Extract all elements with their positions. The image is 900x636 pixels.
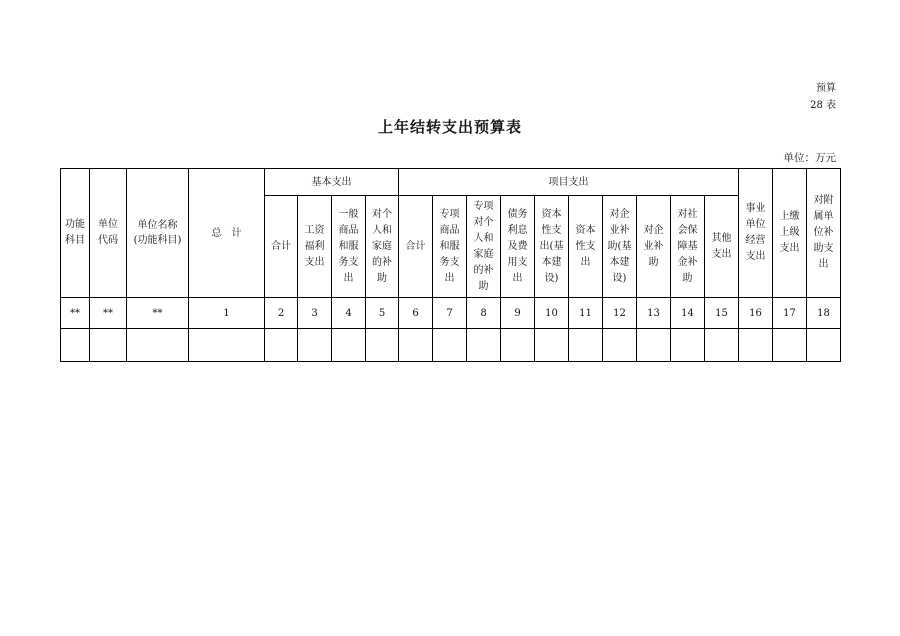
header-basic-subtotal: 合计 [265, 196, 298, 298]
header-project-capital: 资本性支出 [569, 196, 603, 298]
code-cell: 12 [603, 298, 637, 329]
data-row [61, 329, 841, 362]
page-title: 上年结转支出预算表 [377, 118, 522, 136]
data-cell [671, 329, 705, 362]
code-cell: 9 [501, 298, 535, 329]
data-cell [569, 329, 603, 362]
code-cell: ** [127, 298, 189, 329]
code-cell: 18 [807, 298, 841, 329]
header-project-debt: 债务利息及费用支出 [501, 196, 535, 298]
data-cell [61, 329, 90, 362]
header-row-1 [61, 169, 841, 196]
data-cell [399, 329, 433, 362]
header-func-subject: 功能科目 [61, 169, 90, 298]
code-cell: 10 [535, 298, 569, 329]
data-cell [705, 329, 739, 362]
header-unit-name-main: 单位名称 [137, 220, 178, 231]
code-cell: 7 [433, 298, 467, 329]
code-cell: 17 [773, 298, 807, 329]
header-basic-wages: 工资福利支出 [298, 196, 332, 298]
code-row [61, 298, 841, 329]
unit-label: 单位：万元 [783, 152, 836, 164]
data-cell [433, 329, 467, 362]
header-unit-name [127, 169, 189, 298]
header-project-subtotal: 合计 [399, 196, 433, 298]
code-cell: ** [61, 298, 90, 329]
form-code [810, 80, 836, 114]
data-cell [773, 329, 807, 362]
code-cell: 8 [467, 298, 501, 329]
budget-table [60, 168, 841, 362]
data-cell [265, 329, 298, 362]
header-unit-name-sub: (功能科目) [133, 235, 182, 246]
code-cell: 14 [671, 298, 705, 329]
header-project-goods: 专项商品和服务支出 [433, 196, 467, 298]
data-cell [189, 329, 265, 362]
data-cell [637, 329, 671, 362]
data-cell [535, 329, 569, 362]
code-cell: 4 [332, 298, 366, 329]
header-project-enterprise-basic: 对企业补助(基本建设) [603, 196, 637, 298]
header-basic-group: 基本支出 [265, 169, 399, 196]
code-cell: 2 [265, 298, 298, 329]
header-unit-code: 单位代码 [90, 169, 127, 298]
data-cell [366, 329, 399, 362]
code-cell: 13 [637, 298, 671, 329]
header-subsidiary: 对附属单位补助支出 [807, 169, 841, 298]
code-cell: 5 [366, 298, 399, 329]
header-project-individual: 专项对个人和家庭的补助 [467, 196, 501, 298]
data-cell [807, 329, 841, 362]
code-cell: 3 [298, 298, 332, 329]
code-cell: 11 [569, 298, 603, 329]
header-basic-individual: 对个人和家庭的补助 [366, 196, 399, 298]
code-cell: 15 [705, 298, 739, 329]
data-cell [501, 329, 535, 362]
header-total: 总 计 [189, 169, 265, 298]
header-project-capital-basic: 资本性支出(基本建设) [535, 196, 569, 298]
header-project-enterprise: 对企业补助 [637, 196, 671, 298]
code-cell: 6 [399, 298, 433, 329]
header-upper: 上缴上级支出 [773, 169, 807, 298]
data-cell [739, 329, 773, 362]
code-cell: ** [90, 298, 127, 329]
header-project-other: 其他支出 [705, 196, 739, 298]
form-code-line2: 28 表 [810, 100, 836, 111]
data-cell [467, 329, 501, 362]
form-code-line1: 预算 [816, 83, 836, 94]
header-basic-goods: 一般商品和服务支出 [332, 196, 366, 298]
data-cell [127, 329, 189, 362]
header-business: 事业单位经营支出 [739, 169, 773, 298]
header-project-group: 项目支出 [399, 169, 739, 196]
data-cell [332, 329, 366, 362]
data-cell [298, 329, 332, 362]
header-project-social: 对社会保障基金补助 [671, 196, 705, 298]
data-cell [90, 329, 127, 362]
code-cell: 16 [739, 298, 773, 329]
code-cell: 1 [189, 298, 265, 329]
data-cell [603, 329, 637, 362]
